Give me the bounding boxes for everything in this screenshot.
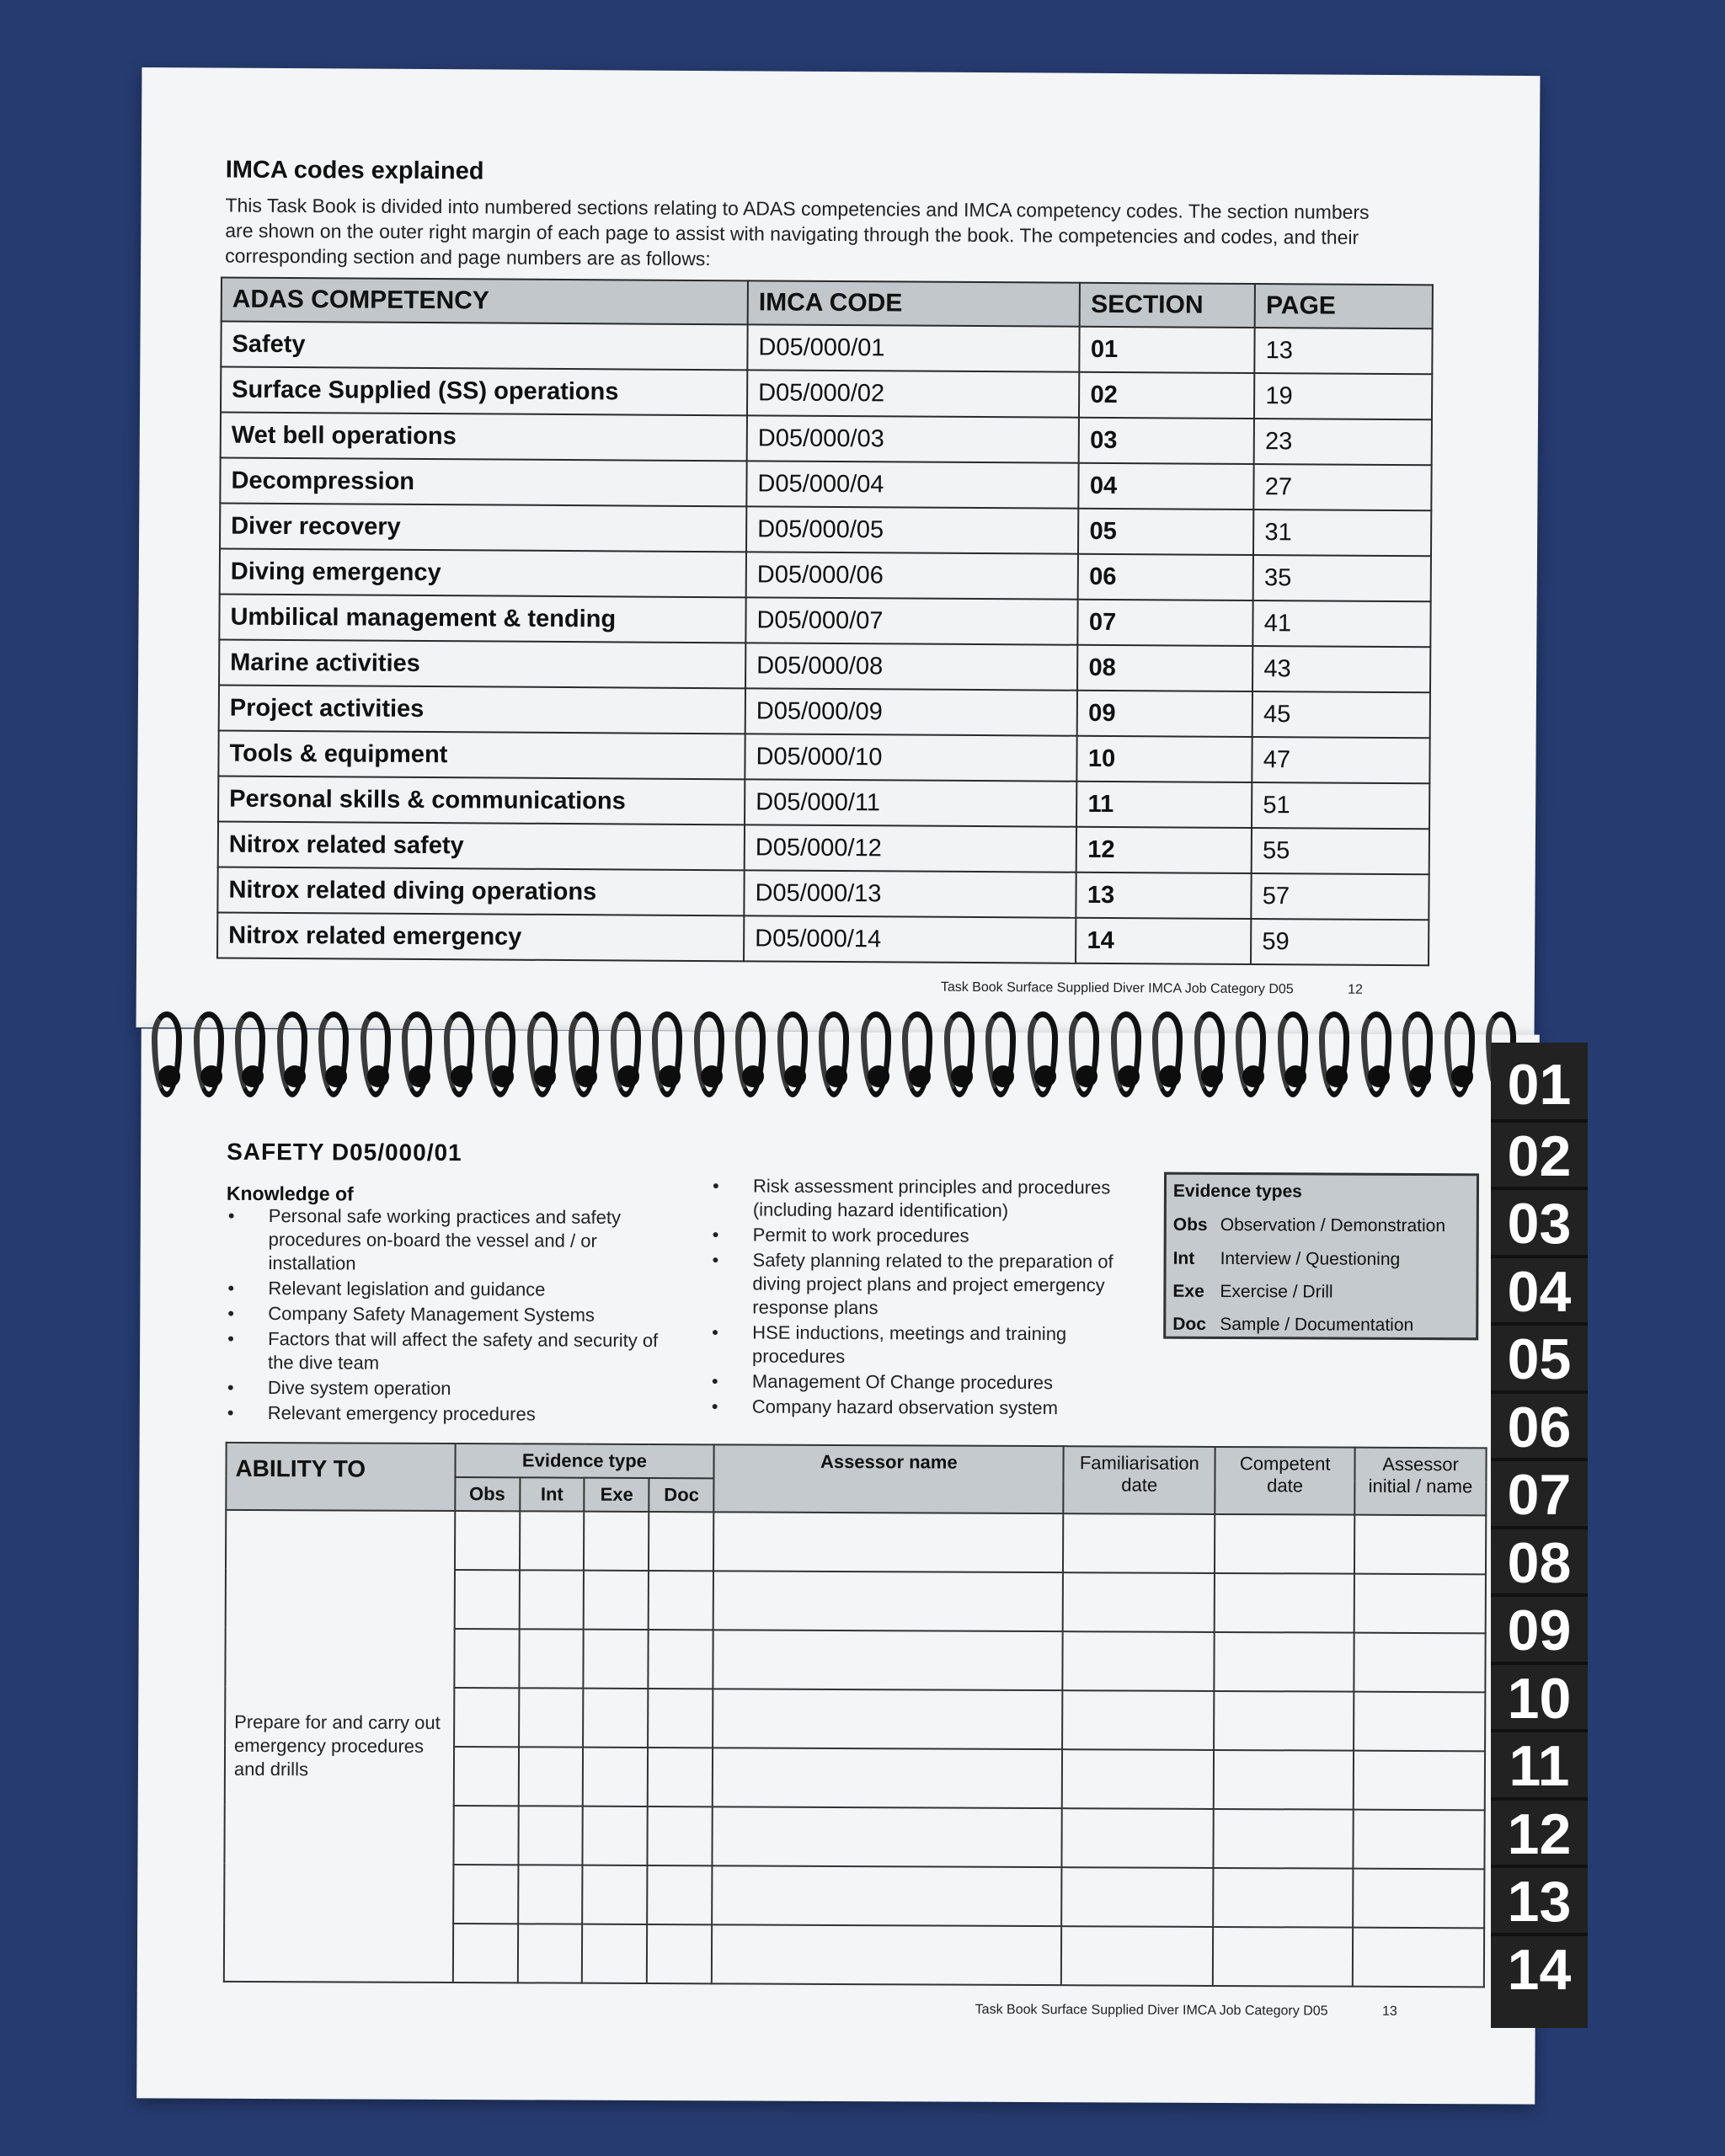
entry-cell[interactable] [1353,1928,1484,1988]
page-footer [941,980,1363,998]
entry-cell[interactable] [1063,1631,1215,1691]
imca-code: D05/000/10 [745,734,1077,781]
header-page: PAGE [1255,284,1433,328]
entry-cell[interactable] [1354,1633,1485,1693]
assessor-name-header: Assessor name [713,1444,1063,1513]
imca-code: D05/000/02 [747,370,1080,417]
binding-coil [569,1006,592,1107]
competency-row [218,776,1429,830]
section-number: 01 [1080,327,1255,373]
section-number: 09 [1077,691,1252,737]
entry-cell[interactable] [454,1629,519,1688]
entry-cell[interactable] [1061,1926,1213,1986]
binding-coil [652,1006,676,1107]
binding-coil [1445,1006,1468,1107]
page-number: 19 [1254,373,1432,419]
binding-coil [360,1006,384,1107]
imca-code: D05/000/14 [744,915,1076,963]
page-number: 27 [1254,464,1432,510]
imca-code: D05/000/09 [745,688,1078,735]
binding-coil [985,1006,1009,1107]
competency-name: Umbilical management & tending [219,595,745,643]
imca-code: D05/000/03 [747,415,1080,462]
binding-coil [194,1006,217,1107]
familiarisation-date-header: Familiarisation date [1064,1446,1215,1514]
evidence-types-box [1163,1172,1479,1341]
section-tab-10[interactable]: 10 [1491,1662,1588,1732]
competency-table [216,277,1434,967]
knowledge-item: • Personal safe working practices and safety procedures on-board the vessel and / or installation [225,1204,680,1277]
page-number: 35 [1253,555,1431,601]
header-adas-competency: ADAS COMPETENCY [222,278,748,325]
section-number: 14 [1076,918,1251,964]
competency-name: Nitrox related diving operations [217,867,744,916]
entry-cell[interactable] [1354,1515,1486,1575]
page-number: 41 [1253,600,1431,647]
evidence-type-header: Evidence type [455,1444,714,1478]
page-number: 43 [1252,646,1430,692]
imca-code: D05/000/05 [746,506,1079,553]
entry-cell[interactable] [583,1689,648,1748]
competent-date-header: Competent date [1215,1447,1355,1515]
binding-coil [235,1006,259,1107]
section-tabs [1491,1043,1588,2028]
evidence-col-obs: Obs [455,1477,520,1511]
spiral-binding [143,1006,1525,1116]
entry-cell[interactable] [519,1511,584,1570]
section-number: 13 [1076,873,1252,919]
assessor-initial-header: Assessor initial / name [1354,1448,1486,1516]
binding-coil [485,1006,509,1107]
section-tab-03[interactable]: 03 [1491,1187,1588,1257]
page-number: 51 [1252,782,1429,829]
entry-cell[interactable] [453,1747,518,1806]
section-number: 07 [1078,600,1253,646]
knowledge-item: • Company Safety Management Systems [224,1302,679,1327]
section-number: 12 [1076,827,1252,873]
entry-cell[interactable] [648,1806,713,1865]
entry-cell[interactable] [1354,1810,1485,1870]
entry-cell[interactable] [649,1512,713,1571]
section-tab-07[interactable]: 07 [1491,1458,1588,1529]
section-number: 10 [1077,736,1252,782]
entry-cell[interactable] [648,1748,713,1806]
binding-coil [1319,1006,1343,1107]
evidence-type-int: Int Interview / Questioning [1172,1248,1401,1269]
binding-coil [1069,1006,1092,1107]
imca-code: D05/000/08 [745,643,1078,690]
entry-cell[interactable] [519,1629,584,1688]
competency-name: Wet bell operations [221,413,747,462]
page-13 [136,1028,1540,2104]
competency-row [217,867,1429,921]
competency-name: Project activities [219,686,745,734]
entry-cell[interactable] [1215,1573,1354,1633]
binding-coil [277,1006,301,1107]
imca-code: D05/000/01 [747,324,1080,371]
entry-cell[interactable] [518,1865,583,1924]
intro-paragraph: This Task Book is divided into numbered sections relating to ADAS competencies and IMCA competency codes. The section numbers are shown on the outer right margin of each page to assist with navigating through the book. The competencies and codes, and their corresponding section and page numbers are as follows: [225,194,1370,270]
binding-coil [1194,1006,1218,1107]
entry-cell[interactable] [518,1806,583,1865]
entry-cell[interactable] [1213,1927,1353,1987]
section-number: 03 [1079,418,1254,464]
entry-cell[interactable] [1215,1514,1354,1574]
competency-row [218,822,1429,875]
knowledge-item: • Risk assessment principles and procedures (including hazard identification) [709,1174,1130,1223]
competency-name: Nitrox related safety [218,822,745,871]
footer-text: Task Book Surface Supplied Diver IMCA Job Category D05 [940,979,1294,997]
binding-coil [902,1006,926,1107]
competency-row [221,413,1432,466]
knowledge-item: • HSE inductions, meetings and training procedures [708,1321,1130,1369]
competency-name: Marine activities [219,640,745,689]
competency-name: Surface Supplied (SS) operations [221,367,747,416]
knowledge-item: • Management Of Change procedures [708,1369,1130,1395]
entry-cell[interactable] [584,1512,649,1571]
entry-cell[interactable] [454,1570,519,1629]
entry-cell[interactable] [712,1924,1061,1985]
entry-cell[interactable] [453,1806,518,1865]
entry-cell[interactable] [1063,1513,1215,1573]
page-heading: IMCA codes explained [225,156,484,185]
entry-cell[interactable] [1215,1632,1354,1692]
entry-cell[interactable] [713,1689,1062,1749]
section-number: 05 [1078,509,1253,555]
binding-coil [861,1006,884,1107]
imca-code: D05/000/04 [746,461,1079,508]
binding-coil [611,1006,634,1107]
page-number: 59 [1251,919,1429,965]
knowledge-item: • Factors that will affect the safety and security of the dive team [224,1327,679,1376]
section-number: 06 [1078,554,1253,600]
competency-name: Tools & equipment [218,731,745,780]
evidence-col-exe: Exe [585,1478,649,1512]
ability-to-header: ABILITY TO [226,1443,455,1511]
binding-coil [1402,1006,1426,1107]
header-imca-code: IMCA CODE [748,280,1081,326]
page-number: 31 [1253,510,1431,556]
header-section: SECTION [1080,283,1255,328]
competency-row [221,367,1432,420]
binding-coil [402,1006,425,1107]
page-12 [136,67,1541,1036]
binding-coil [777,1006,801,1107]
evidence-col-doc: Doc [649,1478,714,1512]
competency-name: Diver recovery [220,504,746,552]
entry-cell[interactable] [452,1924,517,1983]
entry-cell[interactable] [648,1689,713,1748]
page-number: 12 [1348,982,1364,997]
competency-name: Diving emergency [220,549,746,598]
competency-row [220,458,1431,511]
competency-row [220,549,1431,602]
knowledge-item: • Relevant emergency procedures [224,1401,679,1427]
entry-cell[interactable] [1354,1574,1486,1634]
binding-coil [1111,1006,1135,1107]
section-number: 11 [1076,782,1252,828]
entry-cell[interactable] [1214,1691,1354,1751]
competency-row [219,595,1430,648]
competency-row [217,913,1429,966]
entry-cell[interactable] [647,1865,712,1924]
knowledge-list-right [708,1174,1130,1422]
section-tab-13[interactable]: 13 [1491,1865,1588,1935]
entry-cell[interactable] [713,1748,1062,1808]
section-number: 04 [1079,463,1254,510]
binding-coil [735,1006,759,1107]
entry-cell[interactable] [517,1924,582,1983]
binding-coil [694,1006,718,1107]
competency-row [220,504,1431,557]
page-number: 57 [1252,873,1429,920]
imca-code: D05/000/12 [745,825,1077,872]
entry-cell[interactable] [583,1806,648,1865]
knowledge-item: • Safety planning related to the preparation of diving project plans and project emergency response plans [708,1248,1130,1321]
knowledge-list-left [224,1204,680,1428]
section-tab-11[interactable]: 11 [1491,1729,1588,1800]
competency-row [219,686,1430,739]
page-number: 13 [1381,2004,1397,2019]
competency-name: Decompression [220,458,746,507]
entry-cell[interactable] [1214,1809,1354,1869]
section-tab-04[interactable]: 04 [1491,1255,1588,1326]
footer-text: Task Book Surface Supplied Diver IMCA Job Category D05 [975,2002,1328,2019]
entry-cell[interactable] [1213,1868,1353,1928]
imca-code: D05/000/11 [745,779,1077,826]
binding-coil [1361,1006,1385,1107]
imca-code: D05/000/13 [744,870,1076,917]
knowledge-item: • Dive system operation [224,1376,679,1401]
competency-name: Personal skills & communications [218,776,745,825]
entry-cell[interactable] [1063,1572,1215,1632]
competency-row [221,322,1432,375]
binding-coil [1152,1006,1176,1107]
entry-cell[interactable] [1354,1692,1485,1752]
entry-cell[interactable] [518,1747,583,1806]
entry-cell[interactable] [1062,1808,1214,1868]
competency-row [219,640,1430,693]
entry-cell[interactable] [713,1630,1063,1690]
entry-cell[interactable] [519,1688,584,1747]
entry-cell[interactable] [1353,1869,1484,1929]
entry-cell[interactable] [454,1688,519,1747]
section-number: 08 [1077,645,1252,691]
entry-cell[interactable] [455,1511,520,1570]
section-tab-05[interactable]: 05 [1491,1322,1588,1393]
knowledge-item: • Relevant legislation and guidance [224,1277,679,1302]
ability-task: Prepare for and carry out emergency procedures and drills [224,1510,455,1983]
imca-code: D05/000/07 [745,597,1078,644]
entry-cell[interactable] [584,1630,649,1689]
binding-coil [819,1006,842,1107]
knowledge-item: • Company hazard observation system [708,1395,1130,1420]
binding-coil [318,1006,342,1107]
entry-cell[interactable] [453,1865,518,1924]
entry-cell[interactable] [712,1865,1061,1926]
entry-cell[interactable] [584,1571,649,1630]
section-tab-06[interactable]: 06 [1491,1390,1588,1461]
entry-cell[interactable] [583,1865,648,1924]
table-row [226,1510,1486,1575]
page-number: 55 [1252,828,1429,874]
ability-table [223,1442,1487,1988]
knowledge-label: Knowledge of [226,1182,354,1205]
entry-cell[interactable] [583,1748,648,1806]
entry-cell[interactable] [649,1571,713,1630]
page-number: 13 [1255,328,1433,374]
page-number: 45 [1252,691,1430,738]
competency-name: Safety [221,322,747,371]
entry-cell[interactable] [649,1630,713,1689]
section-tab-08[interactable]: 08 [1491,1526,1588,1597]
evidence-col-int: Int [520,1477,585,1511]
binding-coil [1278,1006,1301,1107]
evidence-type-exe: Exe Exercise / Drill [1172,1281,1333,1302]
section-number: 02 [1079,372,1254,419]
section-tab-02[interactable]: 02 [1491,1119,1588,1190]
entry-cell[interactable] [1061,1867,1213,1927]
knowledge-item: • Permit to work procedures [709,1223,1130,1248]
binding-coil [152,1006,175,1107]
evidence-type-obs: Obs Observation / Demonstration [1172,1214,1446,1236]
page-footer [975,2003,1397,2020]
entry-cell[interactable] [1214,1750,1354,1810]
entry-cell[interactable] [713,1571,1063,1631]
binding-coil [444,1006,467,1107]
binding-coil [1028,1006,1051,1107]
section-tab-09[interactable]: 09 [1491,1593,1588,1664]
binding-coil [527,1006,551,1107]
competency-name: Nitrox related emergency [217,913,744,962]
section-tab-01[interactable]: 01 [1507,1053,1572,1117]
binding-coil [944,1006,968,1107]
entry-cell[interactable] [1354,1751,1485,1811]
imca-code: D05/000/06 [746,552,1079,599]
section-tab-12[interactable]: 12 [1491,1797,1588,1868]
evidence-types-title: Evidence types [1172,1181,1302,1202]
page-number: 47 [1252,737,1430,783]
competency-row [218,731,1429,784]
page-number: 23 [1254,419,1432,465]
entry-cell[interactable] [713,1512,1063,1572]
entry-cell[interactable] [582,1924,647,1983]
evidence-type-doc: Doc Sample / Documentation [1172,1314,1414,1335]
entry-cell[interactable] [1062,1690,1214,1750]
binding-coil [1236,1006,1259,1107]
section-title: SAFETY D05/000/01 [227,1138,462,1166]
entry-cell[interactable] [1062,1749,1214,1809]
entry-cell[interactable] [647,1924,712,1983]
section-tab-14[interactable]: 14 [1491,1933,1588,2004]
entry-cell[interactable] [519,1570,584,1629]
entry-cell[interactable] [713,1806,1062,1867]
